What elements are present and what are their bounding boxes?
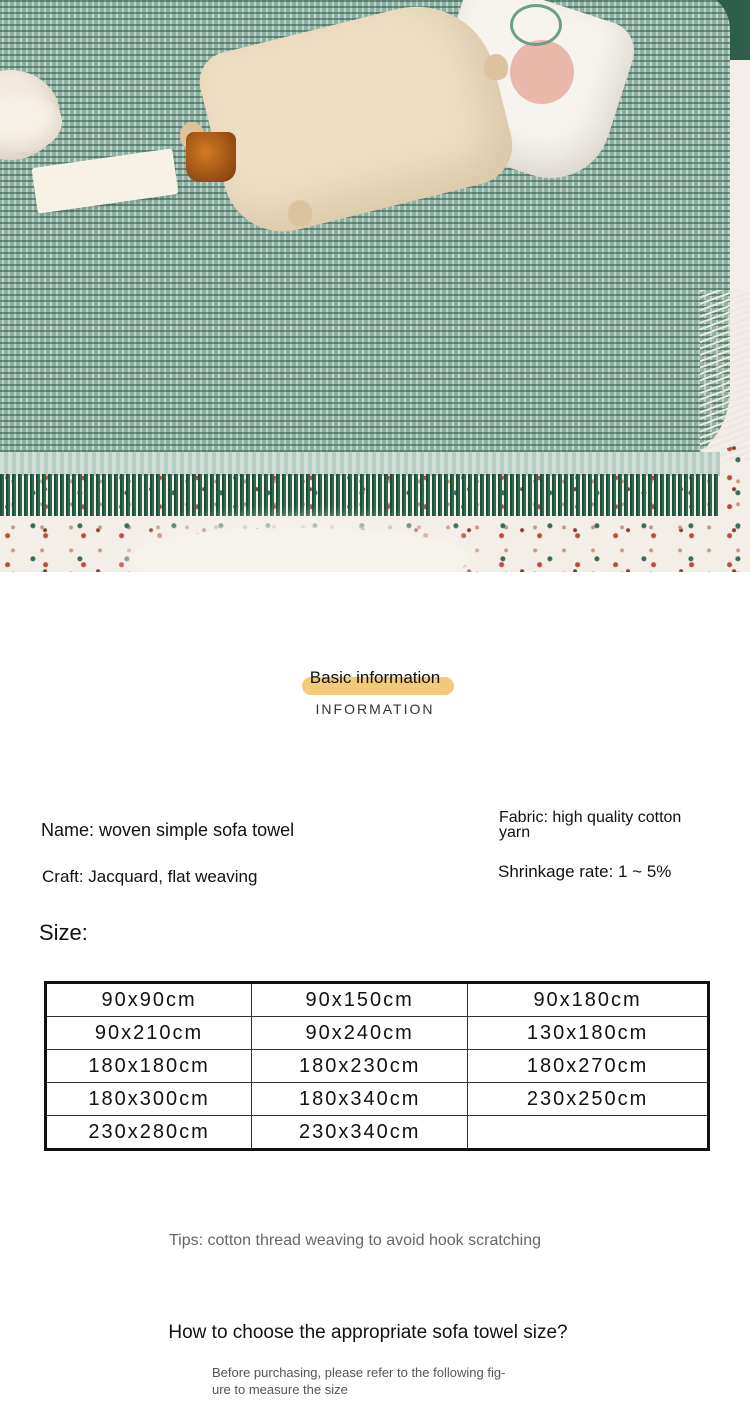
blanket-border-stripe — [0, 452, 720, 476]
table-row — [46, 1050, 709, 1083]
size-cell — [468, 1116, 709, 1150]
size-cell: 180x340cm — [252, 1083, 468, 1116]
size-cell: 230x340cm — [252, 1116, 468, 1150]
info-fabric-line1: Fabric: high quality cotton — [499, 809, 682, 826]
tips-text: Tips: cotton thread weaving to avoid hook scratching — [168, 1232, 542, 1249]
info-shrinkage: Shrinkage rate: 1 ~ 5% — [498, 862, 672, 881]
size-cell: 230x280cm — [46, 1116, 252, 1150]
pillow-tassel — [484, 54, 508, 80]
side-fringe — [700, 290, 750, 460]
table-row — [46, 983, 709, 1017]
size-cell: 90x240cm — [252, 1017, 468, 1050]
blanket-fringe — [0, 474, 720, 516]
size-cell: 130x180cm — [468, 1017, 709, 1050]
product-photo — [0, 0, 750, 572]
size-cell: 180x300cm — [46, 1083, 252, 1116]
table-row — [46, 1017, 709, 1050]
info-fabric-line2: yarn — [499, 824, 531, 841]
size-cell: 180x270cm — [468, 1050, 709, 1083]
size-table — [44, 981, 710, 1151]
size-cell: 90x180cm — [468, 983, 709, 1017]
size-cell: 90x150cm — [252, 983, 468, 1017]
info-craft: Craft: Jacquard, flat weaving — [42, 867, 258, 886]
pillow-green-ring — [510, 4, 562, 46]
table-row — [46, 1116, 709, 1150]
howto-title: How to choose the appropriate sofa towel size? — [168, 1322, 568, 1343]
section-subtitle: INFORMATION — [315, 701, 435, 717]
size-cell: 90x210cm — [46, 1017, 252, 1050]
howto-note-line2: ure to measure the size — [212, 1382, 348, 1397]
howto-note-line1: Before purchasing, please refer to the following fig- — [212, 1365, 506, 1380]
size-cell: 180x230cm — [252, 1050, 468, 1083]
pillow-pink-dot — [510, 40, 574, 104]
info-fabric — [499, 810, 681, 840]
info-name: Name: woven simple sofa towel — [41, 820, 295, 840]
section-title: Basic information — [309, 668, 441, 687]
amber-candle-jar — [186, 132, 236, 182]
size-label: Size: — [39, 920, 88, 945]
howto-note — [212, 1364, 552, 1398]
pillow-tassel — [288, 200, 312, 226]
size-cell: 180x180cm — [46, 1050, 252, 1083]
size-cell: 230x250cm — [468, 1083, 709, 1116]
table-row — [46, 1083, 709, 1116]
size-cell: 90x90cm — [46, 983, 252, 1017]
